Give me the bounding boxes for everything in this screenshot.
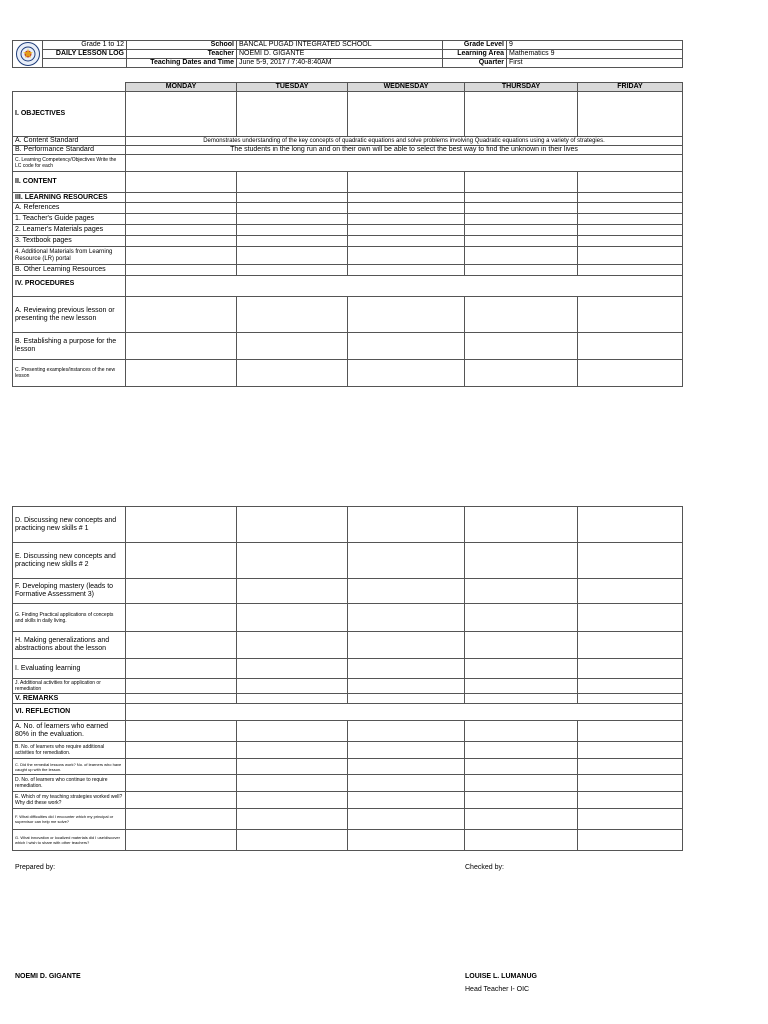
proc-h-monday[interactable]	[126, 632, 237, 659]
content-wednesday[interactable]	[348, 172, 465, 193]
remarks-thursday[interactable]	[465, 694, 578, 704]
lm-tuesday[interactable]	[237, 225, 348, 236]
tb-monday[interactable]	[126, 236, 237, 247]
refl-b-monday[interactable]	[126, 742, 237, 759]
resources-tuesday[interactable]	[237, 193, 348, 203]
proc-a-wednesday[interactable]	[348, 297, 465, 333]
procedure-i-label: I. Evaluating learning	[13, 659, 126, 679]
references-thursday[interactable]	[465, 203, 578, 214]
proc-i-monday[interactable]	[126, 659, 237, 679]
reflection-a-label: A. No. of learners who earned 80% in the evaluation.	[13, 721, 126, 742]
refl-g-wednesday[interactable]	[348, 830, 465, 851]
header-table	[12, 40, 683, 68]
refl-a-thursday[interactable]	[465, 721, 578, 742]
objectives-friday[interactable]	[578, 92, 683, 137]
refl-a-friday[interactable]	[578, 721, 683, 742]
refl-e-thursday[interactable]	[465, 792, 578, 809]
refl-d-friday[interactable]	[578, 775, 683, 792]
proc-d-friday[interactable]	[578, 507, 683, 543]
other-resources-label: B. Other Learning Resources	[13, 265, 126, 276]
reflection-d-label: D. No. of learners who continue to require remediation.	[13, 775, 126, 792]
remarks-wednesday[interactable]	[348, 694, 465, 704]
day-tuesday: TUESDAY	[237, 83, 348, 92]
lm-thursday[interactable]	[465, 225, 578, 236]
reflection-b-label: B. No. of learners who require additional activities for remediation.	[13, 742, 126, 759]
tb-tuesday[interactable]	[237, 236, 348, 247]
refl-c-wednesday[interactable]	[348, 759, 465, 775]
remarks-friday[interactable]	[578, 694, 683, 704]
refl-d-monday[interactable]	[126, 775, 237, 792]
learning-area-value[interactable]: Mathematics 9	[507, 50, 683, 59]
tb-thursday[interactable]	[465, 236, 578, 247]
reflection-g-label: G. What innovation or localized materials did I use/discover which I wish to share with other teachers?	[13, 830, 126, 851]
content-monday[interactable]	[126, 172, 237, 193]
procedure-b-label: B. Establishing a purpose for the lesson	[13, 333, 126, 360]
tb-friday[interactable]	[578, 236, 683, 247]
objectives-thursday[interactable]	[465, 92, 578, 137]
proc-a-thursday[interactable]	[465, 297, 578, 333]
refl-e-wednesday[interactable]	[348, 792, 465, 809]
objectives-tuesday[interactable]	[237, 92, 348, 137]
lm-monday[interactable]	[126, 225, 237, 236]
tg-wednesday[interactable]	[348, 214, 465, 225]
refl-d-thursday[interactable]	[465, 775, 578, 792]
day-friday: FRIDAY	[578, 83, 683, 92]
content-standard-label: A. Content Standard	[13, 137, 126, 146]
refl-b-friday[interactable]	[578, 742, 683, 759]
textbook-label: 3. Textbook pages	[13, 236, 126, 247]
proc-b-tuesday[interactable]	[237, 333, 348, 360]
proc-a-monday[interactable]	[126, 297, 237, 333]
references-wednesday[interactable]	[348, 203, 465, 214]
refl-b-thursday[interactable]	[465, 742, 578, 759]
learning-area-label: Learning Area	[443, 50, 507, 59]
procedure-e-label: E. Discussing new concepts and practicing new skills # 2	[13, 543, 126, 579]
remarks-monday[interactable]	[126, 694, 237, 704]
proc-d-monday[interactable]	[126, 507, 237, 543]
references-friday[interactable]	[578, 203, 683, 214]
reflection-span	[126, 704, 683, 721]
lesson-log-table-part2	[12, 506, 683, 851]
teacher-value[interactable]: NOEMI D. GIGANTE	[237, 50, 443, 59]
lm-wednesday[interactable]	[348, 225, 465, 236]
grade-level-value[interactable]: 9	[507, 41, 683, 50]
am-thursday[interactable]	[465, 247, 578, 265]
references-tuesday[interactable]	[237, 203, 348, 214]
refl-b-tuesday[interactable]	[237, 742, 348, 759]
additional-materials-label: 4. Additional Materials from Learning Resource (LR) portal	[13, 247, 126, 265]
refl-e-monday[interactable]	[126, 792, 237, 809]
refl-d-wednesday[interactable]	[348, 775, 465, 792]
proc-d-wednesday[interactable]	[348, 507, 465, 543]
proc-i-thursday[interactable]	[465, 659, 578, 679]
proc-d-tuesday[interactable]	[237, 507, 348, 543]
quarter-label: Quarter	[443, 59, 507, 68]
resources-heading: III. LEARNING RESOURCES	[13, 193, 126, 203]
teacher-label: Teacher	[127, 50, 237, 59]
proc-f-tuesday[interactable]	[237, 579, 348, 604]
refl-f-monday[interactable]	[126, 809, 237, 830]
content-standard-value[interactable]: Demonstrates understanding of the key concepts of quadratic equations and solve problems involving Quadratic equations using a variety of strategies.	[126, 137, 683, 146]
preparer-name: NOEMI D. GIGANTE	[15, 973, 81, 980]
school-value[interactable]: BANCAL PUGAD INTEGRATED SCHOOL	[237, 41, 443, 50]
refl-a-wednesday[interactable]	[348, 721, 465, 742]
resources-thursday[interactable]	[465, 193, 578, 203]
proc-c-thursday[interactable]	[465, 360, 578, 387]
procedure-f-label: F. Developing mastery (leads to Formative Assessment 3)	[13, 579, 126, 604]
tb-wednesday[interactable]	[348, 236, 465, 247]
proc-g-friday[interactable]	[578, 604, 683, 632]
proc-i-wednesday[interactable]	[348, 659, 465, 679]
proc-j-tuesday[interactable]	[237, 679, 348, 694]
resources-monday[interactable]	[126, 193, 237, 203]
checker-title: Head Teacher I- OIC	[465, 986, 530, 993]
proc-f-friday[interactable]	[578, 579, 683, 604]
grade-range: Grade 1 to 12	[43, 41, 127, 50]
content-heading: II. CONTENT	[13, 172, 126, 193]
proc-d-thursday[interactable]	[465, 507, 578, 543]
resources-wednesday[interactable]	[348, 193, 465, 203]
references-monday[interactable]	[126, 203, 237, 214]
proc-i-tuesday[interactable]	[237, 659, 348, 679]
proc-j-thursday[interactable]	[465, 679, 578, 694]
refl-f-thursday[interactable]	[465, 809, 578, 830]
olr-thursday[interactable]	[465, 265, 578, 276]
proc-b-monday[interactable]	[126, 333, 237, 360]
reflection-e-label: E. Which of my teaching strategies worked well? Why did these work?	[13, 792, 126, 809]
log-title: DAILY LESSON LOG	[43, 50, 127, 59]
remarks-tuesday[interactable]	[237, 694, 348, 704]
tg-thursday[interactable]	[465, 214, 578, 225]
proc-h-wednesday[interactable]	[348, 632, 465, 659]
day-wednesday: WEDNESDAY	[348, 83, 465, 92]
refl-a-monday[interactable]	[126, 721, 237, 742]
proc-e-tuesday[interactable]	[237, 543, 348, 579]
reflection-f-label: F. What difficulties did I encounter which my principal or supervisor can help me solve?	[13, 809, 126, 830]
am-tuesday[interactable]	[237, 247, 348, 265]
references-label: A. References	[13, 203, 126, 214]
refl-e-tuesday[interactable]	[237, 792, 348, 809]
deped-seal-icon	[16, 42, 40, 66]
proc-a-friday[interactable]	[578, 297, 683, 333]
refl-c-tuesday[interactable]	[237, 759, 348, 775]
refl-g-tuesday[interactable]	[237, 830, 348, 851]
olr-monday[interactable]	[126, 265, 237, 276]
proc-j-friday[interactable]	[578, 679, 683, 694]
proc-c-friday[interactable]	[578, 360, 683, 387]
procedures-heading: IV. PROCEDURES	[13, 276, 126, 297]
proc-c-tuesday[interactable]	[237, 360, 348, 387]
procedures-span	[126, 276, 683, 297]
objectives-monday[interactable]	[126, 92, 237, 137]
resources-friday[interactable]	[578, 193, 683, 203]
refl-g-monday[interactable]	[126, 830, 237, 851]
competency-label: C. Learning Competency/Objectives Write the LC code for each	[13, 155, 126, 172]
proc-f-thursday[interactable]	[465, 579, 578, 604]
proc-f-wednesday[interactable]	[348, 579, 465, 604]
proc-b-friday[interactable]	[578, 333, 683, 360]
proc-i-friday[interactable]	[578, 659, 683, 679]
proc-h-friday[interactable]	[578, 632, 683, 659]
refl-a-tuesday[interactable]	[237, 721, 348, 742]
reflection-heading: VI. REFLECTION	[13, 704, 126, 721]
proc-e-wednesday[interactable]	[348, 543, 465, 579]
refl-b-wednesday[interactable]	[348, 742, 465, 759]
proc-e-thursday[interactable]	[465, 543, 578, 579]
proc-b-wednesday[interactable]	[348, 333, 465, 360]
prepared-by-label: Prepared by:	[15, 864, 56, 871]
performance-standard-label: B. Performance Standard	[13, 146, 126, 155]
refl-d-tuesday[interactable]	[237, 775, 348, 792]
proc-g-thursday[interactable]	[465, 604, 578, 632]
proc-c-wednesday[interactable]	[348, 360, 465, 387]
checker-name: LOUISE L. LUMANUG	[465, 973, 537, 980]
content-tuesday[interactable]	[237, 172, 348, 193]
procedure-d-label: D. Discussing new concepts and practicing new skills # 1	[13, 507, 126, 543]
refl-g-thursday[interactable]	[465, 830, 578, 851]
proc-e-monday[interactable]	[126, 543, 237, 579]
procedure-a-label: A. Reviewing previous lesson or presenting the new lesson	[13, 297, 126, 333]
procedure-c-label: C. Presenting examples/instances of the new lesson	[13, 360, 126, 387]
proc-g-wednesday[interactable]	[348, 604, 465, 632]
day-monday: MONDAY	[126, 83, 237, 92]
proc-j-wednesday[interactable]	[348, 679, 465, 694]
quarter-value[interactable]: First	[507, 59, 683, 68]
tg-monday[interactable]	[126, 214, 237, 225]
refl-f-tuesday[interactable]	[237, 809, 348, 830]
teachers-guide-label: 1. Teacher's Guide pages	[13, 214, 126, 225]
competency-value[interactable]	[126, 155, 683, 172]
proc-a-tuesday[interactable]	[237, 297, 348, 333]
empty-cell	[43, 59, 127, 68]
olr-tuesday[interactable]	[237, 265, 348, 276]
learners-materials-label: 2. Learner's Materials pages	[13, 225, 126, 236]
procedure-j-label: J. Additional activities for application or remediation	[13, 679, 126, 694]
dates-label: Teaching Dates and Time	[127, 59, 237, 68]
tg-friday[interactable]	[578, 214, 683, 225]
grade-level-label: Grade Level	[443, 41, 507, 50]
proc-c-monday[interactable]	[126, 360, 237, 387]
procedure-g-label: G. Finding Practical applications of concepts and skills in daily living.	[13, 604, 126, 632]
proc-f-monday[interactable]	[126, 579, 237, 604]
objectives-heading: I. OBJECTIVES	[13, 92, 126, 137]
proc-j-monday[interactable]	[126, 679, 237, 694]
refl-c-monday[interactable]	[126, 759, 237, 775]
refl-f-wednesday[interactable]	[348, 809, 465, 830]
procedure-h-label: H. Making generalizations and abstractions about the lesson	[13, 632, 126, 659]
checked-by-label: Checked by:	[465, 864, 504, 871]
refl-e-friday[interactable]	[578, 792, 683, 809]
am-monday[interactable]	[126, 247, 237, 265]
lm-friday[interactable]	[578, 225, 683, 236]
proc-b-thursday[interactable]	[465, 333, 578, 360]
am-friday[interactable]	[578, 247, 683, 265]
refl-c-thursday[interactable]	[465, 759, 578, 775]
school-label: School	[127, 41, 237, 50]
olr-wednesday[interactable]	[348, 265, 465, 276]
olr-friday[interactable]	[578, 265, 683, 276]
content-thursday[interactable]	[465, 172, 578, 193]
tg-tuesday[interactable]	[237, 214, 348, 225]
refl-g-friday[interactable]	[578, 830, 683, 851]
am-wednesday[interactable]	[348, 247, 465, 265]
proc-g-monday[interactable]	[126, 604, 237, 632]
remarks-heading: V. REMARKS	[13, 694, 126, 704]
seal-cell	[13, 41, 43, 68]
content-friday[interactable]	[578, 172, 683, 193]
performance-standard-value[interactable]: The students in the long run and on their own will be able to select the best way to find the unknown in their lives	[126, 146, 683, 155]
objectives-wednesday[interactable]	[348, 92, 465, 137]
day-thursday: THURSDAY	[465, 83, 578, 92]
dates-value[interactable]: June 5-9, 2017 / 7:40-8:40AM	[237, 59, 443, 68]
reflection-c-label: C. Did the remedial lessons work? No. of learners who have caught up with the lesson.	[13, 759, 126, 775]
refl-f-friday[interactable]	[578, 809, 683, 830]
proc-h-tuesday[interactable]	[237, 632, 348, 659]
refl-c-friday[interactable]	[578, 759, 683, 775]
proc-g-tuesday[interactable]	[237, 604, 348, 632]
lesson-log-table-part1	[12, 82, 683, 387]
proc-h-thursday[interactable]	[465, 632, 578, 659]
proc-e-friday[interactable]	[578, 543, 683, 579]
